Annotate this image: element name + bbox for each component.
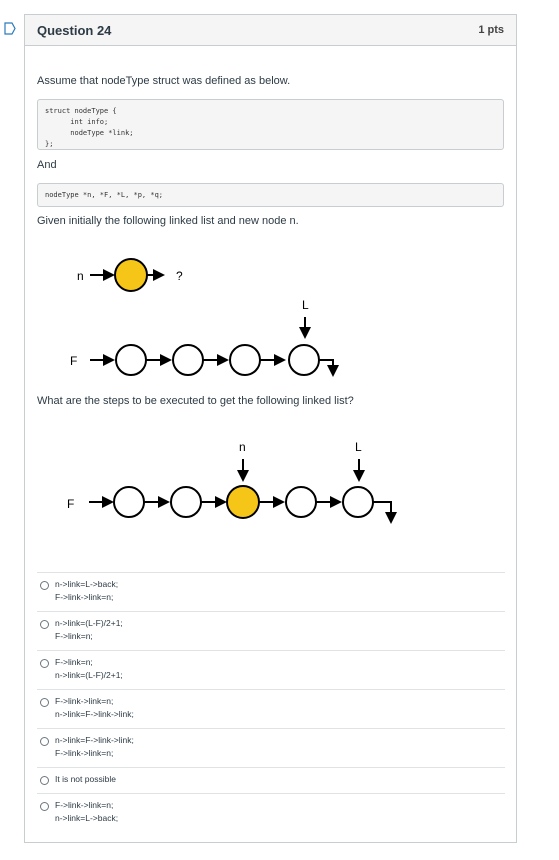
new-node-n	[115, 259, 147, 291]
answer-label: n->link=F->link->link; F->link->link=n;	[55, 735, 134, 758]
answer-option-2[interactable]	[37, 611, 505, 650]
answer-option-4[interactable]	[37, 689, 505, 728]
answer-radio[interactable]	[40, 698, 49, 707]
question-title: Question 24	[37, 22, 112, 38]
given-text: Given initially the following linked list and new node n.	[37, 215, 299, 227]
answer-label: n->link=L->back; F->link->link=n;	[55, 579, 119, 602]
n-label: n	[77, 269, 84, 283]
list-node-3	[286, 487, 316, 517]
intro-text: Assume that nodeType struct was defined as below.	[37, 75, 291, 87]
target-list-diagram	[25, 435, 516, 530]
F-label: F	[67, 497, 75, 511]
question-points: 1 pts	[478, 24, 504, 36]
answer-radio[interactable]	[40, 802, 49, 811]
answer-radio[interactable]	[40, 620, 49, 629]
null-link-arrow	[319, 360, 333, 375]
answer-radio[interactable]	[40, 737, 49, 746]
list-node-4	[343, 487, 373, 517]
list-node-3	[230, 345, 260, 375]
struct-code-block: struct nodeType { int info; nodeType *link; };	[37, 99, 504, 150]
list-node-1	[114, 487, 144, 517]
L-label: L	[355, 440, 362, 454]
answer-option-5[interactable]	[37, 728, 505, 767]
list-node-2	[173, 345, 203, 375]
answer-radio[interactable]	[40, 776, 49, 785]
answer-option-3[interactable]	[37, 650, 505, 689]
answer-label: F->link->link=n; n->link=L->back;	[55, 800, 119, 823]
steps-question-text: What are the steps to be executed to get the following linked list?	[37, 395, 354, 407]
answer-label: n->link=(L-F)/2+1; F->link=n;	[55, 618, 123, 641]
list-node-1	[116, 345, 146, 375]
answer-option-7[interactable]	[37, 793, 505, 832]
answer-option-1[interactable]	[37, 572, 505, 611]
null-link-arrow	[373, 502, 391, 522]
answer-label: F->link=n; n->link=(L-F)/2+1;	[55, 657, 123, 680]
unknown-link-label: ?	[176, 269, 183, 283]
question-header	[25, 15, 516, 46]
answer-radio[interactable]	[40, 659, 49, 668]
list-node-4	[289, 345, 319, 375]
bookmark-flag-icon[interactable]	[4, 22, 16, 35]
answer-label: It is not possible	[55, 774, 116, 784]
initial-list-diagram	[25, 251, 516, 381]
question-card	[24, 14, 517, 843]
answer-label: F->link->link=n; n->link=F->link->link;	[55, 696, 134, 719]
F-label: F	[70, 354, 78, 368]
list-node-2	[171, 487, 201, 517]
n-label: n	[239, 440, 246, 454]
answer-radio[interactable]	[40, 581, 49, 590]
answer-option-6[interactable]	[37, 767, 505, 793]
declaration-code-block: nodeType *n, *F, *L, *p, *q;	[37, 183, 504, 207]
L-label: L	[302, 298, 309, 312]
and-text: And	[37, 159, 57, 171]
answer-list	[37, 572, 505, 832]
inserted-node-n	[227, 486, 259, 518]
